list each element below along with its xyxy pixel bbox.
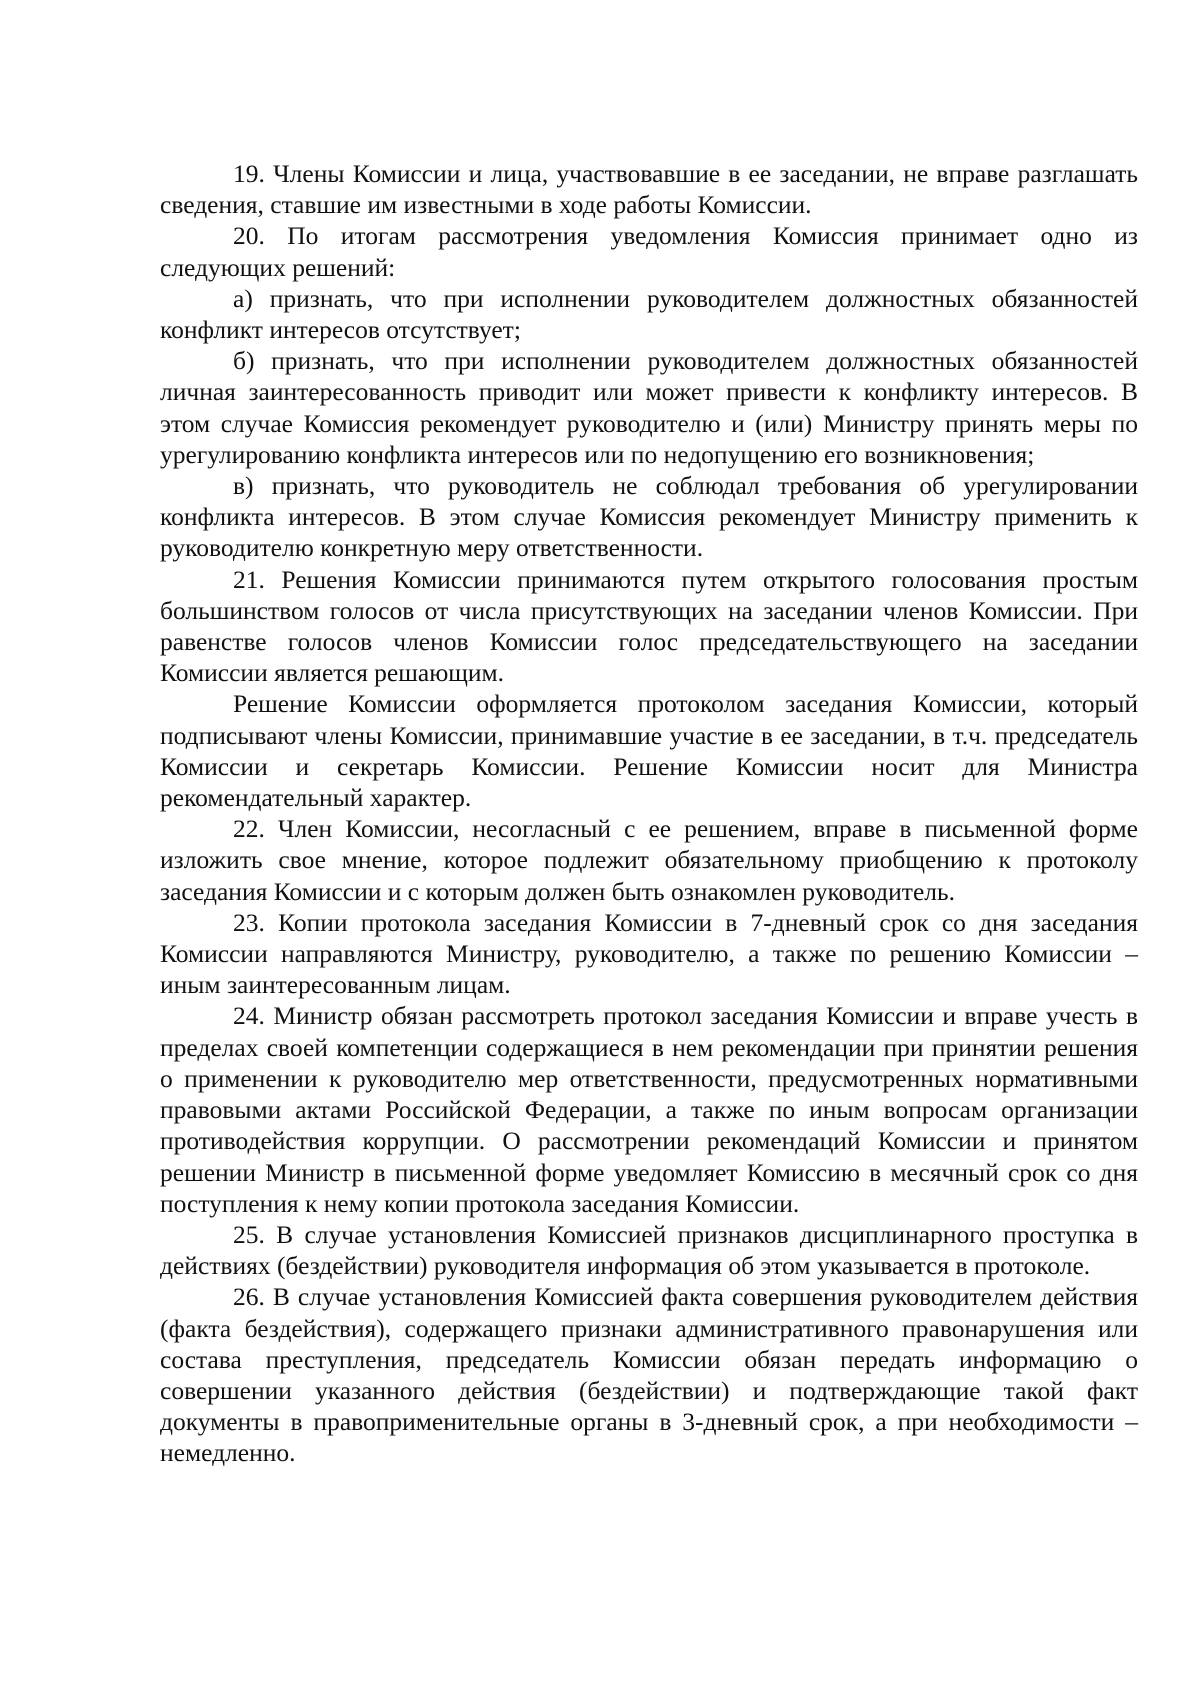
paragraph-20: 20. По итогам рассмотрения уведомления Комиссия принимает одно из следующих решений:	[160, 221, 1138, 282]
document-body	[160, 158, 1138, 1469]
paragraph-19: 19. Члены Комиссии и лица, участвовавшие в ее заседании, не вправе разглашать сведения, ставшие им известными в ходе работы Комиссии.	[160, 159, 1138, 220]
paragraph-21-decision: Решение Комиссии оформляется протоколом заседания Комиссии, который подписывают члены Комиссии, принимавшие участие в ее заседании, в т.ч. председатель Комиссии и секретарь Комиссии. Решение Комиссии носит для Министра рекомендательный характер.	[160, 689, 1138, 813]
paragraph-25: 25. В случае установления Комиссией признаков дисциплинарного проступка в действиях (бездействии) руководителя информация об этом указывается в протоколе.	[160, 1219, 1138, 1281]
paragraph-26: 26. В случае установления Комиссией факта совершения руководителем действия (факта бездействия), содержащего признаки административного правонарушения или состава преступления, председатель Комиссии обязан передать информацию о совершении указанного действия (бездействии) и подтверждающие такой факт документы в правоприменительные органы в 3-дневный срок, а при необходимости – немедленно.	[160, 1282, 1138, 1468]
paragraph-22: 22. Член Комиссии, несогласный с ее решением, вправе в письменной форме изложить свое мнение, которое подлежит обязательному приобщению к протоколу заседания Комиссии и с которым должен быть ознакомлен руководитель.	[160, 814, 1138, 906]
paragraph-20-b: б) признать, что при исполнении руководителем должностных обязанностей личная заинтересованность приводит или может привести к конфликту интересов. В этом случае Комиссия рекомендует руководителю и (или) Министру принять меры по урегулированию конфликта интересов или по недопущению его возникновения;	[160, 346, 1138, 469]
paragraph-21: 21. Решения Комиссии принимаются путем открытого голосования простым большинством голосов от числа присутствующих на заседании членов Комиссии. При равенстве голосов членов Комиссии голос председательствующего на заседании Комиссии является решающим.	[160, 564, 1138, 688]
paragraph-23: 23. Копии протокола заседания Комиссии в 7-дневный срок со дня заседания Комиссии направляются Министру, руководителю, а также по решению Комиссии – иным заинтересованным лицам.	[160, 907, 1138, 1000]
paragraph-24: 24. Министр обязан рассмотреть протокол заседания Комиссии и вправе учесть в пределах своей компетенции содержащиеся в нем рекомендации при принятии решения о применении к руководителю мер ответственности, предусмотренных нормативными правовыми актами Российской Федерации, а также по иным вопросам организации противодействия коррупции. О рассмотрении рекомендаций Комиссии и принятом решении Министр в письменной форме уведомляет Комиссию в месячный срок со дня поступления к нему копии протокола заседания Комиссии.	[160, 1001, 1138, 1218]
paragraph-20-v: в) признать, что руководитель не соблюдал требования об урегулировании конфликта интересов. В этом случае Комиссия рекомендует Министру применить к руководителю конкретную меру ответственности.	[160, 471, 1138, 563]
paragraph-20-a: а) признать, что при исполнении руководителем должностных обязанностей конфликт интересов отсутствует;	[160, 283, 1138, 345]
